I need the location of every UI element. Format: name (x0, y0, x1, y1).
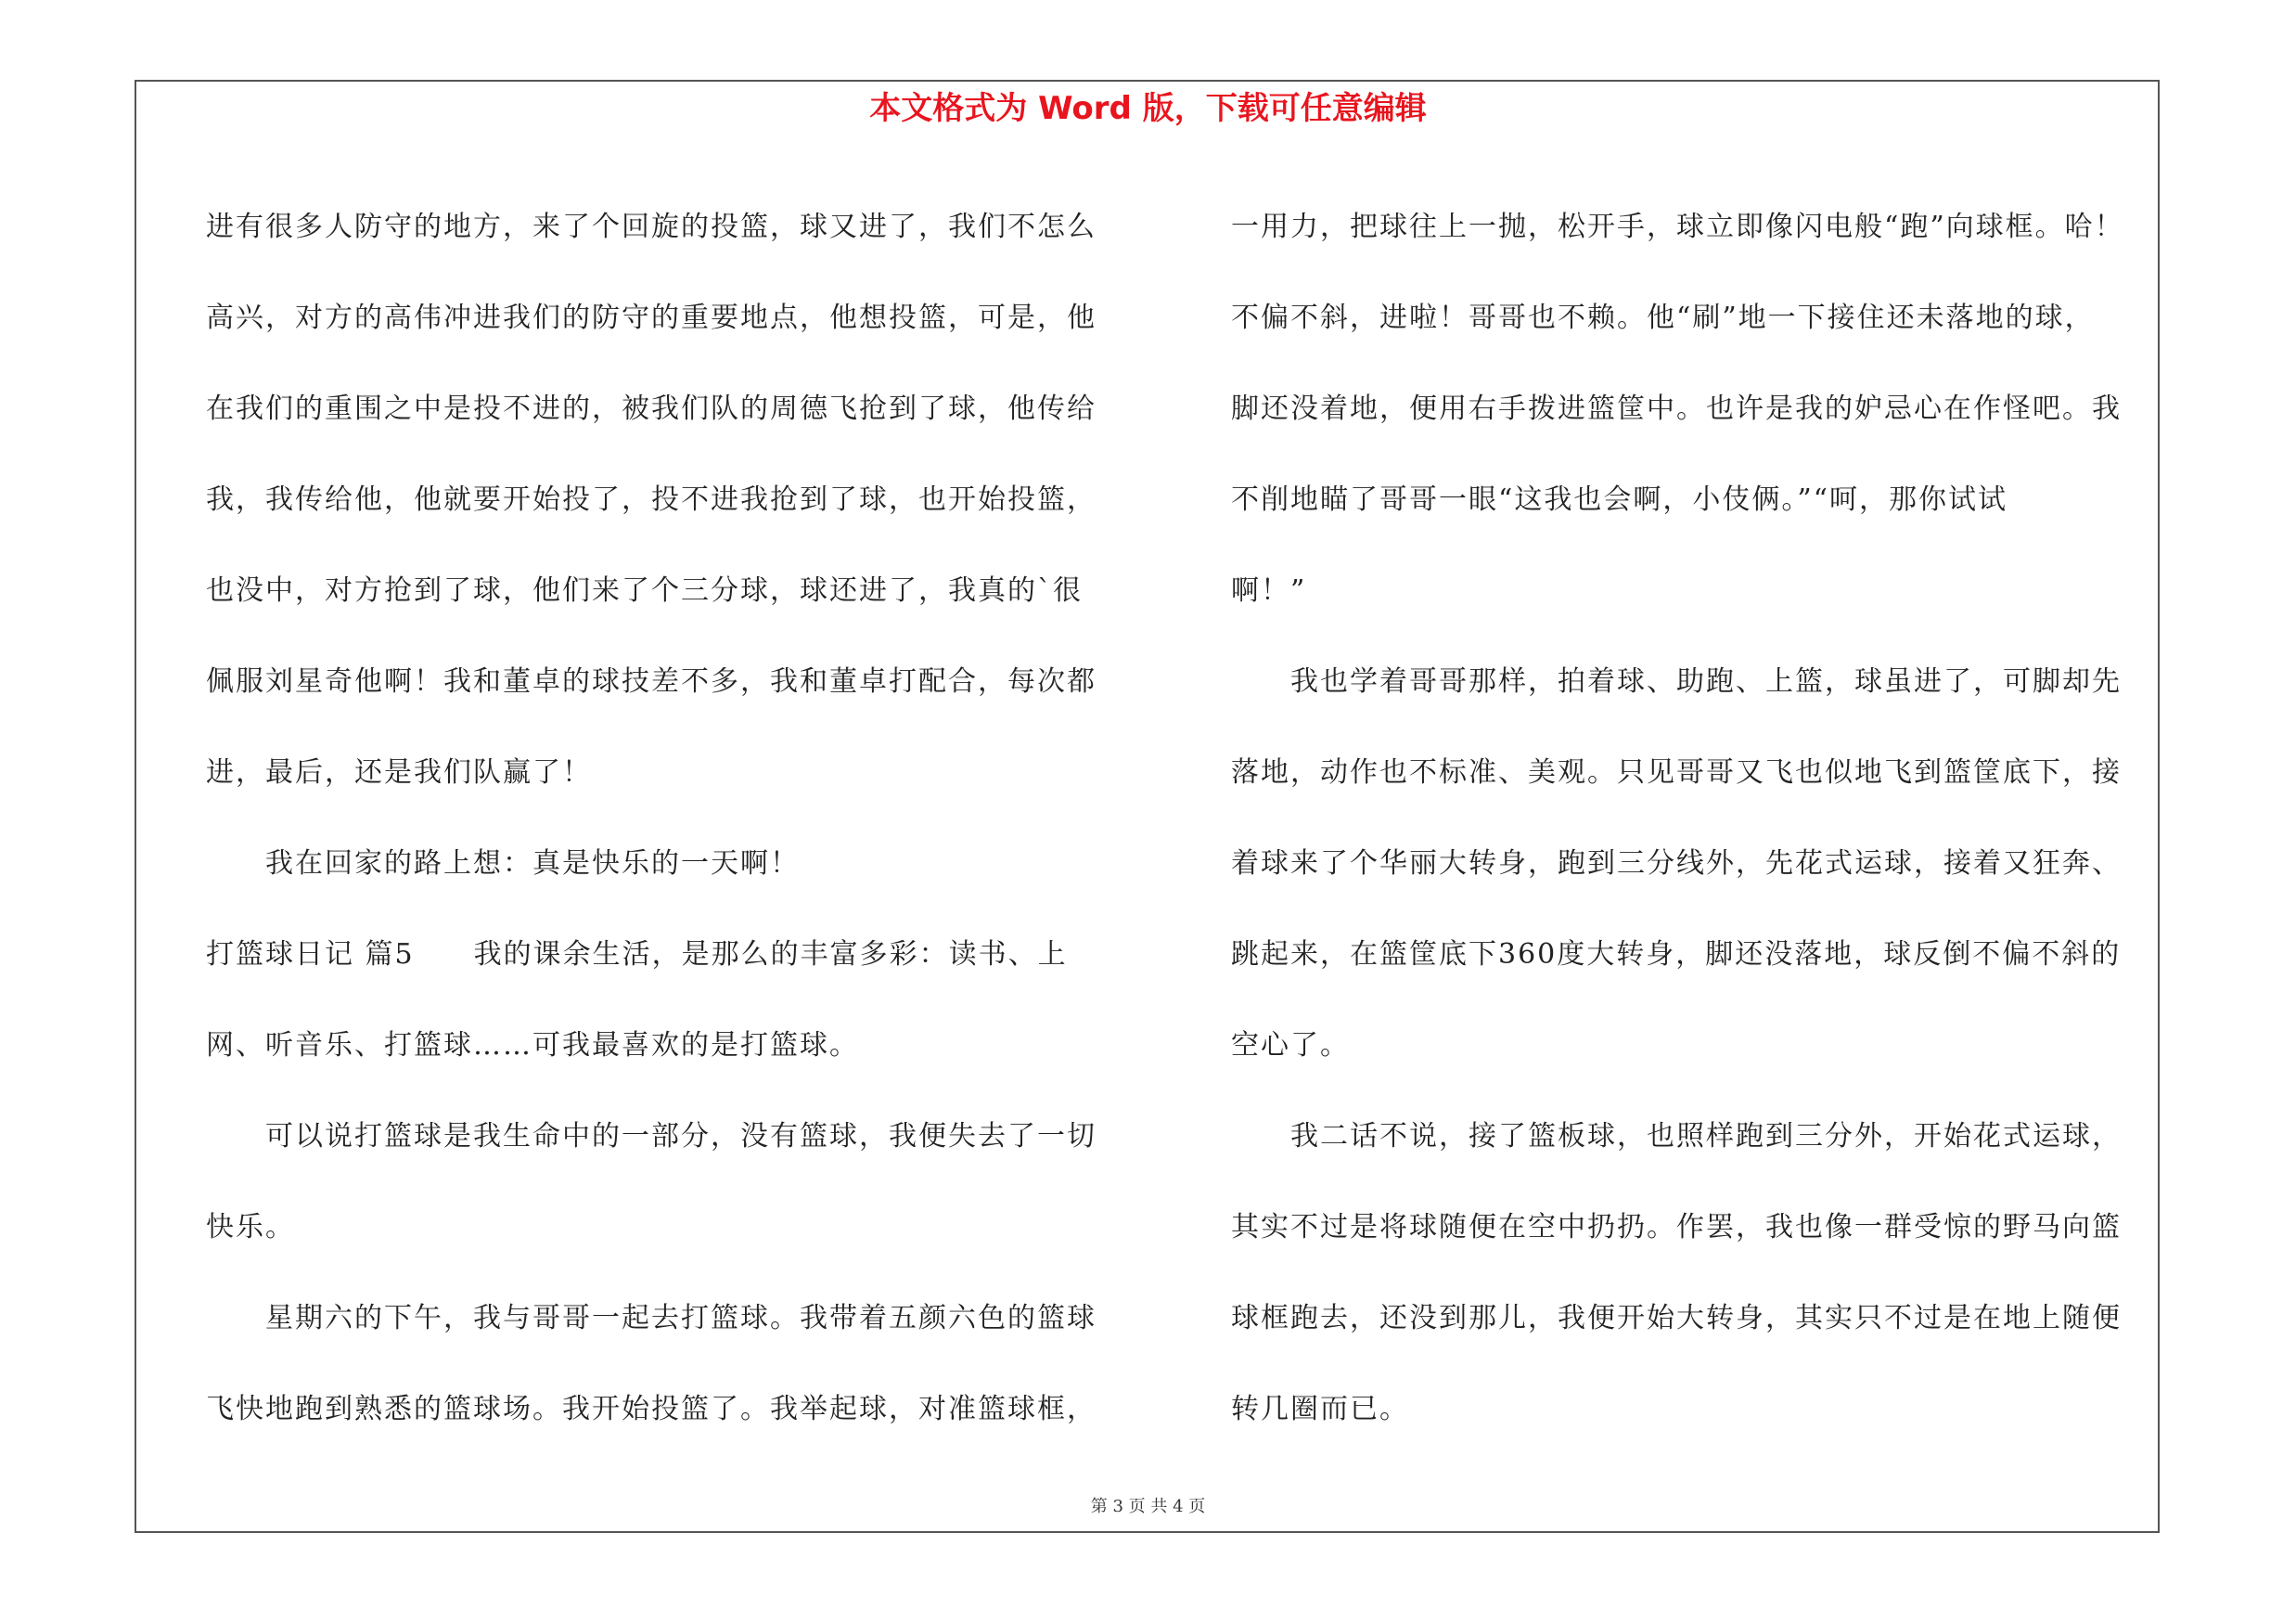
text-line: 进，最后，还是我们队赢了！ (206, 756, 592, 789)
right-column (1231, 182, 2168, 1455)
text-line: 空心了。 (1231, 1029, 1350, 1062)
text-line: 佩服刘星奇他啊！我和董卓的球技差不多，我和董卓打配合，每次都 (206, 665, 1097, 698)
section-heading-line: 打篮球日记 篇5 我的课余生活，是那么的丰富多彩：读书、上 (206, 938, 1068, 971)
text-line: 在我们的重围之中是投不进的，被我们队的周德飞抢到了球，他传给 (206, 393, 1097, 425)
text-line: 啊！” (1231, 574, 1307, 607)
text-line: 我在回家的路上想：真是快乐的一天啊！ (206, 847, 800, 880)
text-line: 可以说打篮球是我生命中的一部分，没有篮球，我便失去了一切 (206, 1120, 1097, 1153)
text-line: 我，我传给他，他就要开始投了，投不进我抢到了球，也开始投篮， (206, 483, 1097, 516)
word-format-banner: 本文格式为 Word 版，下载可任意编辑 (869, 90, 1427, 127)
text-line: 不削地瞄了哥哥一眼“这我也会啊，小伎俩。”“呵，那你试试 (1231, 483, 2008, 516)
text-line: 星期六的下午，我与哥哥一起去打篮球。我带着五颜六色的篮球 (206, 1302, 1097, 1334)
text-line: 转几圈而已。 (1231, 1393, 1409, 1425)
text-line: 着球来了个华丽大转身，跑到三分线外，先花式运球，接着又狂奔、 (1231, 847, 2122, 880)
text-line: 跳起来，在篮筐底下360度大转身，脚还没落地，球反倒不偏不斜的 (1231, 938, 2122, 971)
text-line: 高兴，对方的高伟冲进我们的防守的重要地点，他想投篮，可是，他 (206, 302, 1097, 334)
text-line: 网、听音乐、打篮球……可我最喜欢的是打篮球。 (206, 1029, 859, 1062)
page-number-footer: 第 3 页 共 4 页 (1090, 1497, 1206, 1516)
text-line: 快乐。 (206, 1211, 295, 1243)
text-line: 其实不过是将球随便在空中扔扔。作罢，我也像一群受惊的野马向篮 (1231, 1211, 2122, 1243)
text-line: 我二话不说，接了篮板球，也照样跑到三分外，开始花式运球， (1231, 1120, 2122, 1153)
text-line: 也没中，对方抢到了球，他们来了个三分球，球还进了，我真的`很 (206, 574, 1083, 607)
text-line: 不偏不斜，进啦！哥哥也不赖。他“刷”地一下接住还未落地的球， (1231, 302, 2095, 334)
text-line: 落地，动作也不标准、美观。只见哥哥又飞也似地飞到篮筐底下，接 (1231, 756, 2122, 789)
text-line: 一用力，把球往上一抛，松开手，球立即像闪电般“跑”向球框。哈！ (1231, 211, 2124, 243)
text-line: 进有很多人防守的地方，来了个回旋的投篮，球又进了，我们不怎么 (206, 211, 1097, 243)
text-line: 飞快地跑到熟悉的篮球场。我开始投篮了。我举起球，对准篮球框， (206, 1393, 1097, 1425)
left-column (206, 182, 1134, 1455)
text-line: 脚还没着地，便用右手拨进篮筐中。也许是我的妒忌心在作怪吧。我 (1231, 393, 2122, 425)
text-line: 我也学着哥哥那样，拍着球、助跑、上篮，球虽进了，可脚却先 (1231, 665, 2122, 698)
text-line: 球框跑去，还没到那儿，我便开始大转身，其实只不过是在地上随便 (1231, 1302, 2122, 1334)
